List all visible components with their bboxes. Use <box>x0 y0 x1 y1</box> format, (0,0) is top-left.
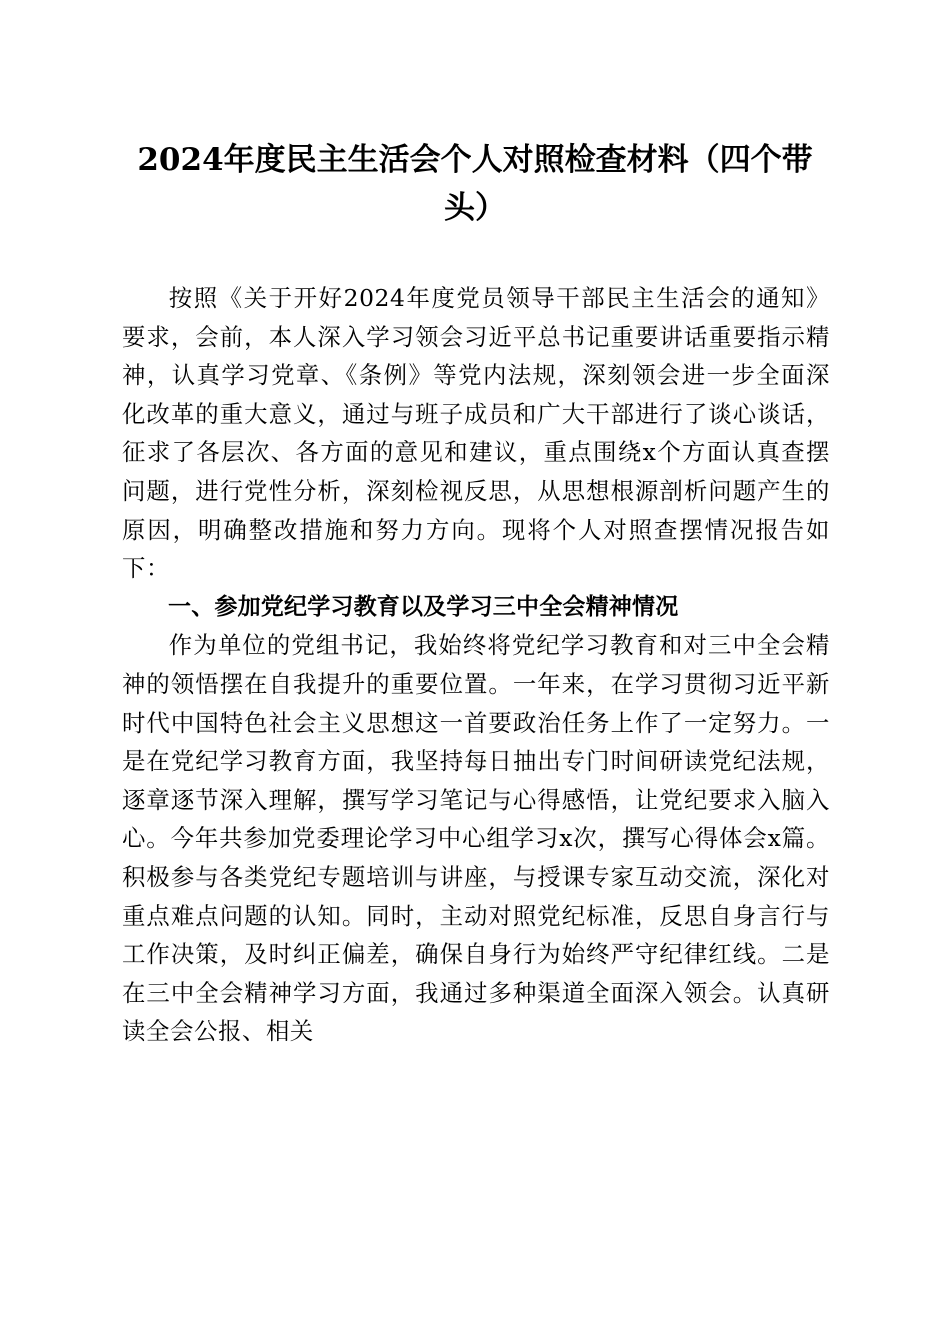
section-heading-1: 一、参加党纪学习教育以及学习三中全会精神情况 <box>168 593 679 620</box>
document-title: 2024年度民主生活会个人对照检查材料（四个带头） <box>137 142 813 226</box>
section-1-paragraph: 作为单位的党组书记，我始终将党纪学习教育和对三中全会精神的领悟摆在自我提升的重要位置。一年来，在学习贯彻习近平新时代中国特色社会主义思想这一首要政治任务上作了一定努力。一是在党纪学习教育方面，我坚持每日抽出专门时间研读党纪法规，逐章逐节深入理解，撰写学习笔记与心得感悟，让党纪要求入脑入心。今年共参加党委理论学习中心组学习x次，撰写心得体会x篇。积极参与各类党纪专题培训与讲座，与授课专家互动交流，深化对重点难点问题的认知。同时，主动对照党纪标准，反思自身言行与工作决策，及时纠正偏差，确保自身行为始终严守纪律红线。二是在三中全会精神学习方面，我通过多种渠道全面深入领会。认真研读全会公报、相关 <box>122 631 830 1046</box>
intro-paragraph: 按照《关于开好2024年度党员领导干部民主生活会的通知》要求，会前，本人深入学习领会习近平总书记重要讲话重要指示精神，认真学习党章、《条例》等党内法规，深刻领会进一步全面深化改革的重大意义，通过与班子成员和广大干部进行了谈心谈话，征求了各层次、各方面的意见和建议，重点围绕x个方面认真查摆问题，进行党性分析，深刻检视反思，从思想根源剖析问题产生的原因，明确整改措施和努力方向。现将个人对照查摆情况报告如下： <box>122 284 830 583</box>
document-body <box>122 279 830 1051</box>
